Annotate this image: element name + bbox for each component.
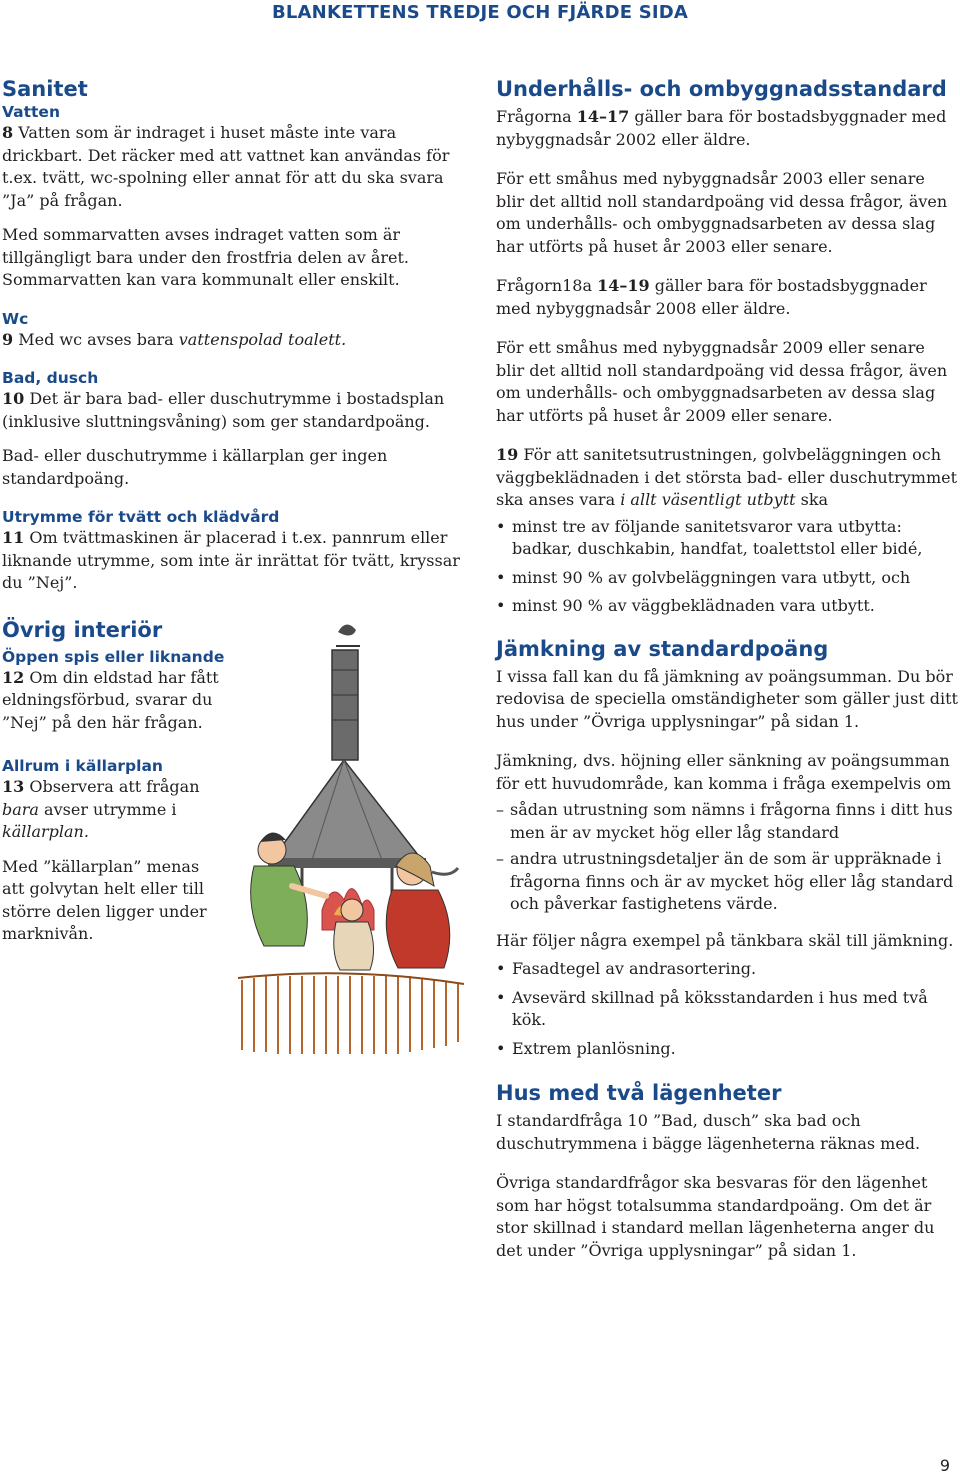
fireplace-illustration: [232, 610, 468, 1062]
q11-paragraph: 11 Om tvättmaskinen är placerad i t.ex. pannrum eller liknande utrymme, som inte är inrättat för tvätt, kryssar du ”Nej”.: [2, 528, 460, 592]
list-item: – andra utrustningsdetaljer än de som är uppräknade i frågorna finns och är av mycket hög eller låg standard och påverkar fastighetens värde.: [496, 848, 958, 916]
p14-19-paragraph: Frågorn18a 14–19 gäller bara för bostadsbyggnader med nybyggnadsår 2008 eller äldre.: [496, 276, 927, 318]
underhall-heading: Underhålls- och ombyggnadsstandard: [496, 77, 947, 101]
smahus-2009-paragraph: För ett småhus med nybyggnadsår 2009 eller senare blir det alltid noll standardpoäng vid dessa frågor, även om underhålls- och ombyggnadsarbeten av dessa slag har utförts på huset år 2009 eller senare.: [496, 338, 948, 425]
oppen-spis-heading: Öppen spis eller liknande: [2, 647, 225, 666]
q12-paragraph: 12 Om din eldstad har fått eldningsförbud, svarar du ”Nej” på den här frågan.: [2, 667, 219, 732]
list-item: • minst 90 % av golvbeläggningen vara utbytt, och: [496, 567, 958, 590]
list-item: • Extrem planlösning.: [496, 1038, 958, 1061]
tvatt-heading: Utrymme för tvätt och klädvård: [2, 508, 280, 526]
q8-paragraph: 8 Vatten som är indraget i huset måste inte vara drickbart. Det räcker med att vattnet kan användas för t.ex. tvätt, wc-spolning eller annat för att du ska svara ”Ja” på frågan.: [2, 123, 450, 210]
smahus-2003-paragraph: För ett småhus med nybyggnadsår 2003 eller senare blir det alltid noll standardpoäng vid dessa frågor, även om underhålls- och ombyggnadsarbeten av dessa slag har utförts på huset år 2003 eller senare.: [496, 169, 948, 256]
bad-kallarplan-paragraph: Bad- eller duschutrymme i källarplan ger ingen standardpoäng.: [2, 446, 388, 488]
sommarvatten-paragraph: Med sommarvatten avses indraget vatten som är tillgängligt bara under den frostfria delen av året. Sommarvatten kan vara kommunalt eller enskilt.: [2, 225, 409, 289]
hus-tva-lagenheter-heading: Hus med två lägenheter: [496, 1081, 782, 1105]
sanitet-heading: Sanitet: [2, 77, 88, 101]
jamkning-dash-list: [496, 799, 958, 916]
hus-paragraph-1: I standardfråga 10 ”Bad, dusch” ska bad och duschutrymmena i bägge lägenheterna räknas med.: [496, 1111, 921, 1153]
list-item: • minst 90 % av väggbeklädnaden vara utbytt.: [496, 595, 958, 618]
list-item: – sådan utrustning som nämns i frågorna finns i ditt hus men är av mycket hög eller låg standard: [496, 799, 958, 844]
wc-heading: Wc: [2, 309, 29, 328]
kallarplan-definition: Med ”källarplan” menas att golvytan helt eller till större delen ligger under marknivån.: [2, 856, 207, 943]
p14-17-paragraph: Frågorna 14–17 gäller bara för bostadsbyggnader med nybyggnadsår 2002 eller äldre.: [496, 107, 947, 149]
list-item: • Avsevärd skillnad på köksstandarden i hus med två kök.: [496, 987, 958, 1032]
q10-paragraph: 10 Det är bara bad- eller duschutrymme i bostadsplan (inklusive sluttningsvåning) som ger standardpoäng.: [2, 389, 445, 431]
page-header: BLANKETTENS TREDJE OCH FJÄRDE SIDA: [271, 2, 689, 23]
jamkning-examples-intro: Här följer några exempel på tänkbara skäl till jämkning.: [496, 930, 954, 950]
jamkning-definition: Jämkning, dvs. höjning eller sänkning av poängsumman för ett huvudområde, kan komma i fråga exempelvis om: [496, 751, 952, 793]
allrum-heading: Allrum i källarplan: [2, 757, 163, 775]
jamkning-bullet-list: [496, 958, 958, 1060]
list-item: • minst tre av följande sanitetsvaror vara utbytta: badkar, duschkabin, handfat, toalettstol eller bidé,: [496, 516, 958, 561]
q13-paragraph: 13 Observera att frågan bara avser utrymme i källarplan.: [2, 777, 200, 841]
page-number: 9: [939, 1456, 950, 1475]
jamkning-intro: I vissa fall kan du få jämkning av poängsumman. Du bör redovisa de speciella omständigheter som gäller just ditt hus under ”Övriga upplysningar” på sidan 1.: [496, 666, 958, 731]
right-column: [496, 76, 958, 1262]
list-item: • Fasadtegel av andrasortering.: [496, 958, 958, 981]
hus-paragraph-2: Övriga standardfrågor ska besvaras för den lägenhet som har högst totalsumma standardpoäng. Om det är stor skillnad i standard mellan lägenheterna anger du det under ”Övriga upplysningar” på sidan 1.: [496, 1173, 935, 1260]
vatten-heading: Vatten: [2, 103, 60, 121]
q9-paragraph: 9 Med wc avses bara vattenspolad toalett.: [2, 329, 347, 349]
fireplace-drawing-icon: [232, 610, 468, 1062]
q19-bullet-list: [496, 516, 958, 618]
bad-dusch-heading: Bad, dusch: [2, 369, 99, 387]
jamkning-heading: Jämkning av standardpoäng: [496, 636, 829, 661]
q19-paragraph: 19 För att sanitetsutrustningen, golvbeläggningen och väggbeklädnaden i det största bad- eller duschutrymmet ska anses vara i allt väsentligt utbytt ska: [496, 445, 958, 509]
ovrig-interior-heading: Övrig interiör: [2, 617, 163, 642]
